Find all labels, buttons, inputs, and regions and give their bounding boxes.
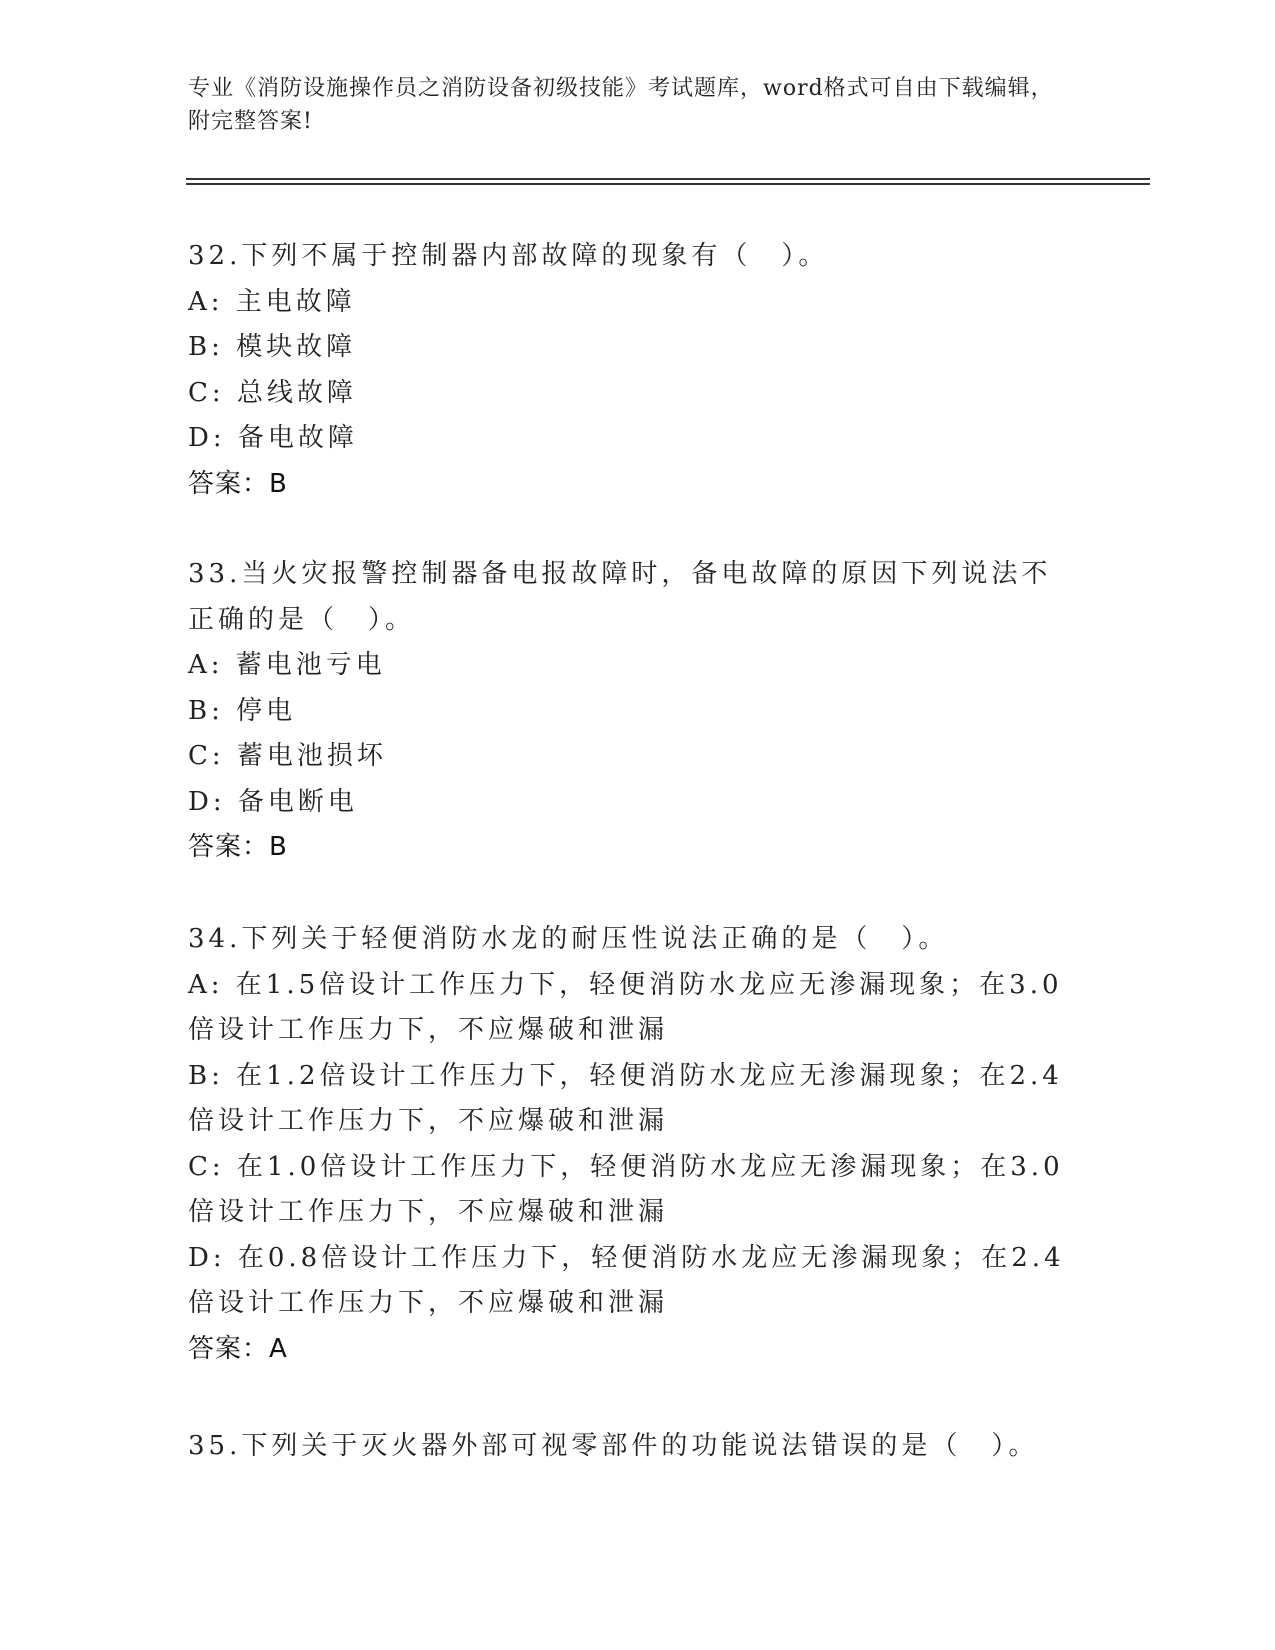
option-c: C: 在1.0倍设计工作压力下，轻便消防水龙应无渗漏现象；在3.0倍设计工作压力下，不应爆破和泄漏 (188, 1151, 1064, 1227)
option-a: A: 蓄电池亏电 (188, 650, 386, 680)
document-header: 专业《消防设施操作员之消防设备初级技能》考试题库，word格式可自由下载编辑，附完整答案! (188, 76, 1054, 134)
question-stem: 35.下列关于灭火器外部可视零部件的功能说法错误的是（ ）。 (188, 1431, 1039, 1461)
question-33 (188, 552, 1078, 871)
option-b: B: 模块故障 (188, 332, 357, 362)
header-divider-top (186, 178, 1150, 180)
question-35 (188, 1424, 1078, 1470)
header-divider-bottom (186, 183, 1150, 185)
option-b: B: 在1.2倍设计工作压力下，轻便消防水龙应无渗漏现象；在2.4倍设计工作压力下，不应爆破和泄漏 (188, 1060, 1063, 1136)
answer-label: 答案：B (188, 468, 288, 499)
option-c: C: 蓄电池损坏 (188, 741, 387, 771)
option-b: B: 停电 (188, 695, 297, 726)
question-stem: 33.当火灾报警控制器备电报故障时，备电故障的原因下列说法不正确的是（ ）。 (188, 559, 1052, 635)
question-stem: 34.下列关于轻便消防水龙的耐压性说法正确的是（ ）。 (188, 924, 949, 954)
option-a: A: 主电故障 (188, 286, 356, 317)
answer-label: 答案：A (188, 1333, 288, 1364)
question-stem: 32.下列不属于控制器内部故障的现象有（ ）。 (188, 241, 829, 271)
question-34 (188, 917, 1078, 1372)
option-d: D: 备电故障 (188, 423, 358, 453)
answer-label: 答案：B (188, 832, 288, 862)
option-c: C: 总线故障 (188, 377, 357, 408)
option-a: A: 在1.5倍设计工作压力下，轻便消防水龙应无渗漏现象；在3.0倍设计工作压力下，不应爆破和泄漏 (188, 969, 1063, 1045)
option-d: D: 在0.8倍设计工作压力下，轻便消防水龙应无渗漏现象；在2.4倍设计工作压力下，不应爆破和泄漏 (188, 1242, 1065, 1318)
question-32 (188, 234, 1078, 507)
option-d: D: 备电断电 (188, 786, 358, 817)
